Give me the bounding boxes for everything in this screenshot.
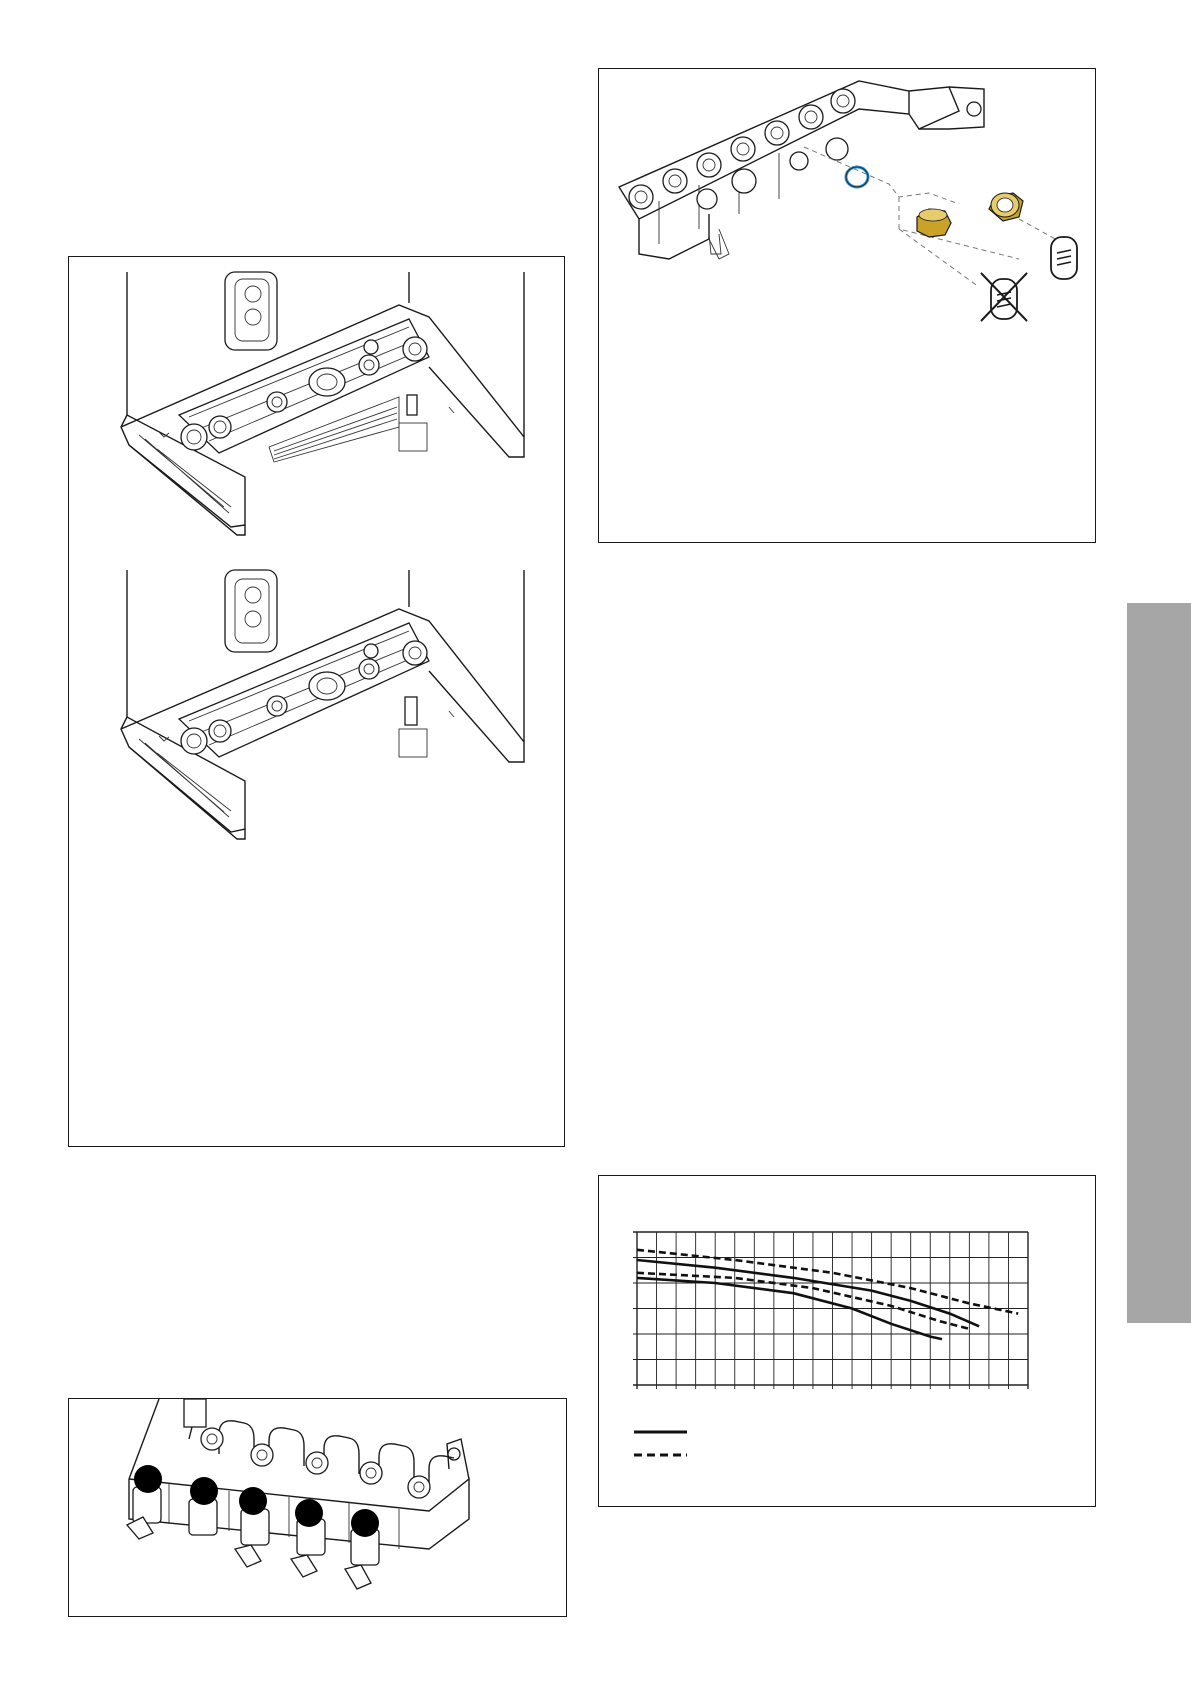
boiler-drawing (69, 257, 566, 1148)
section-side-tab (1127, 603, 1191, 1323)
callout-marker-3 (239, 1487, 267, 1515)
isolating-valves-figure (68, 1398, 567, 1617)
pump-curve-chart (598, 1175, 1096, 1507)
series-line-1 (637, 1260, 979, 1326)
chart-legend (634, 1432, 687, 1455)
manifold-figure (598, 68, 1096, 543)
brass-nut (917, 209, 951, 237)
chart-series-group (637, 1250, 1018, 1339)
callout-marker-4 (295, 1499, 323, 1527)
brass-adapter (989, 193, 1023, 221)
manifold-drawing (599, 69, 1097, 544)
boiler-connection-figure (68, 256, 565, 1147)
callout-marker-5 (351, 1509, 379, 1537)
crossed-cylinder-icon (981, 273, 1027, 321)
chart-plot (599, 1176, 1097, 1508)
valves-drawing (69, 1399, 568, 1618)
boiler-view-bottom (121, 570, 524, 839)
hot-water-cylinder-icon (1051, 237, 1077, 279)
pipe-group (201, 1421, 454, 1498)
boiler-view-top (121, 272, 524, 535)
callout-marker-2 (190, 1477, 218, 1505)
callout-marker-1 (134, 1465, 162, 1493)
